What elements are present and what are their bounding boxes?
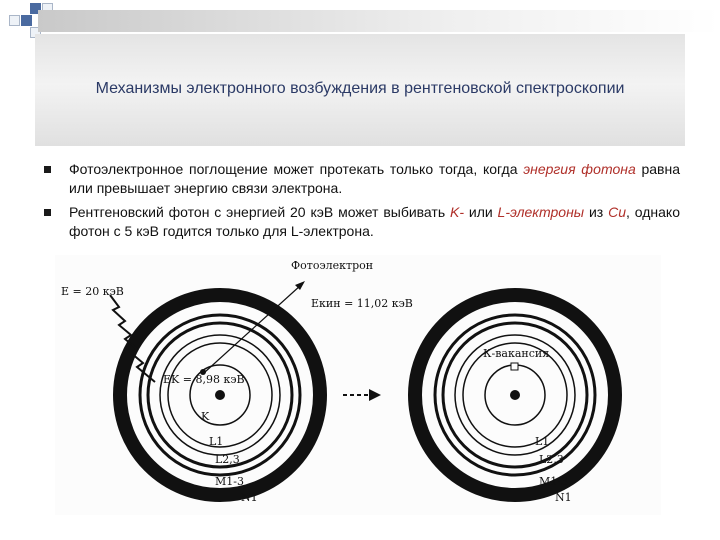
slide-title: Механизмы электронного возбуждения в рентгеновской спектроскопии <box>95 80 625 97</box>
header-band <box>38 10 720 32</box>
shell-l23-label-right: L2,3 <box>539 453 564 466</box>
emphasis-l-electrons: L-электроны <box>497 204 585 220</box>
shell-l23-label: L2,3 <box>215 453 240 466</box>
atom-diagram <box>55 255 661 515</box>
bullet-list <box>40 160 680 246</box>
bullet-item: Рентгеновский фотон с энергией 20 кэВ может выбивать K- или L-электроны из Cu, однако фотон с 5 кэВ годится только для L-электрона. <box>40 203 680 241</box>
shell-m-label-right: M1-3 <box>539 475 568 488</box>
shell-m-label: M1-3 <box>215 475 244 488</box>
binding-energy-label: EK = 8,98 кэВ <box>163 373 245 386</box>
atom-diagram-svg <box>55 255 661 515</box>
emphasis-photon-energy: энергия фотона <box>523 161 636 177</box>
photoelectron-label: Фотоэлектрон <box>291 259 374 272</box>
shell-l1-label-right: L1 <box>535 435 550 448</box>
photon-energy-label: E = 20 кэВ <box>61 285 124 298</box>
emphasis-cu: Cu <box>608 204 626 220</box>
kinetic-energy-label: Eкин = 11,02 кэВ <box>311 297 413 310</box>
vacancy-label: К-вакансия <box>483 347 550 360</box>
bullet-square-icon <box>44 166 51 173</box>
shell-n-label: N1 <box>241 491 258 504</box>
vacancy-marker <box>511 363 518 370</box>
emphasis-k: K- <box>450 204 464 220</box>
shell-l1-label: L1 <box>209 435 224 448</box>
bullet-item: Фотоэлектронное поглощение может протекать только тогда, когда энергия фотона равна или превышает энергию связи электрона. <box>40 160 680 198</box>
bullet-square-icon <box>44 209 51 216</box>
shell-k-label: K <box>201 410 210 423</box>
shell-n-label-right: N1 <box>555 491 572 504</box>
